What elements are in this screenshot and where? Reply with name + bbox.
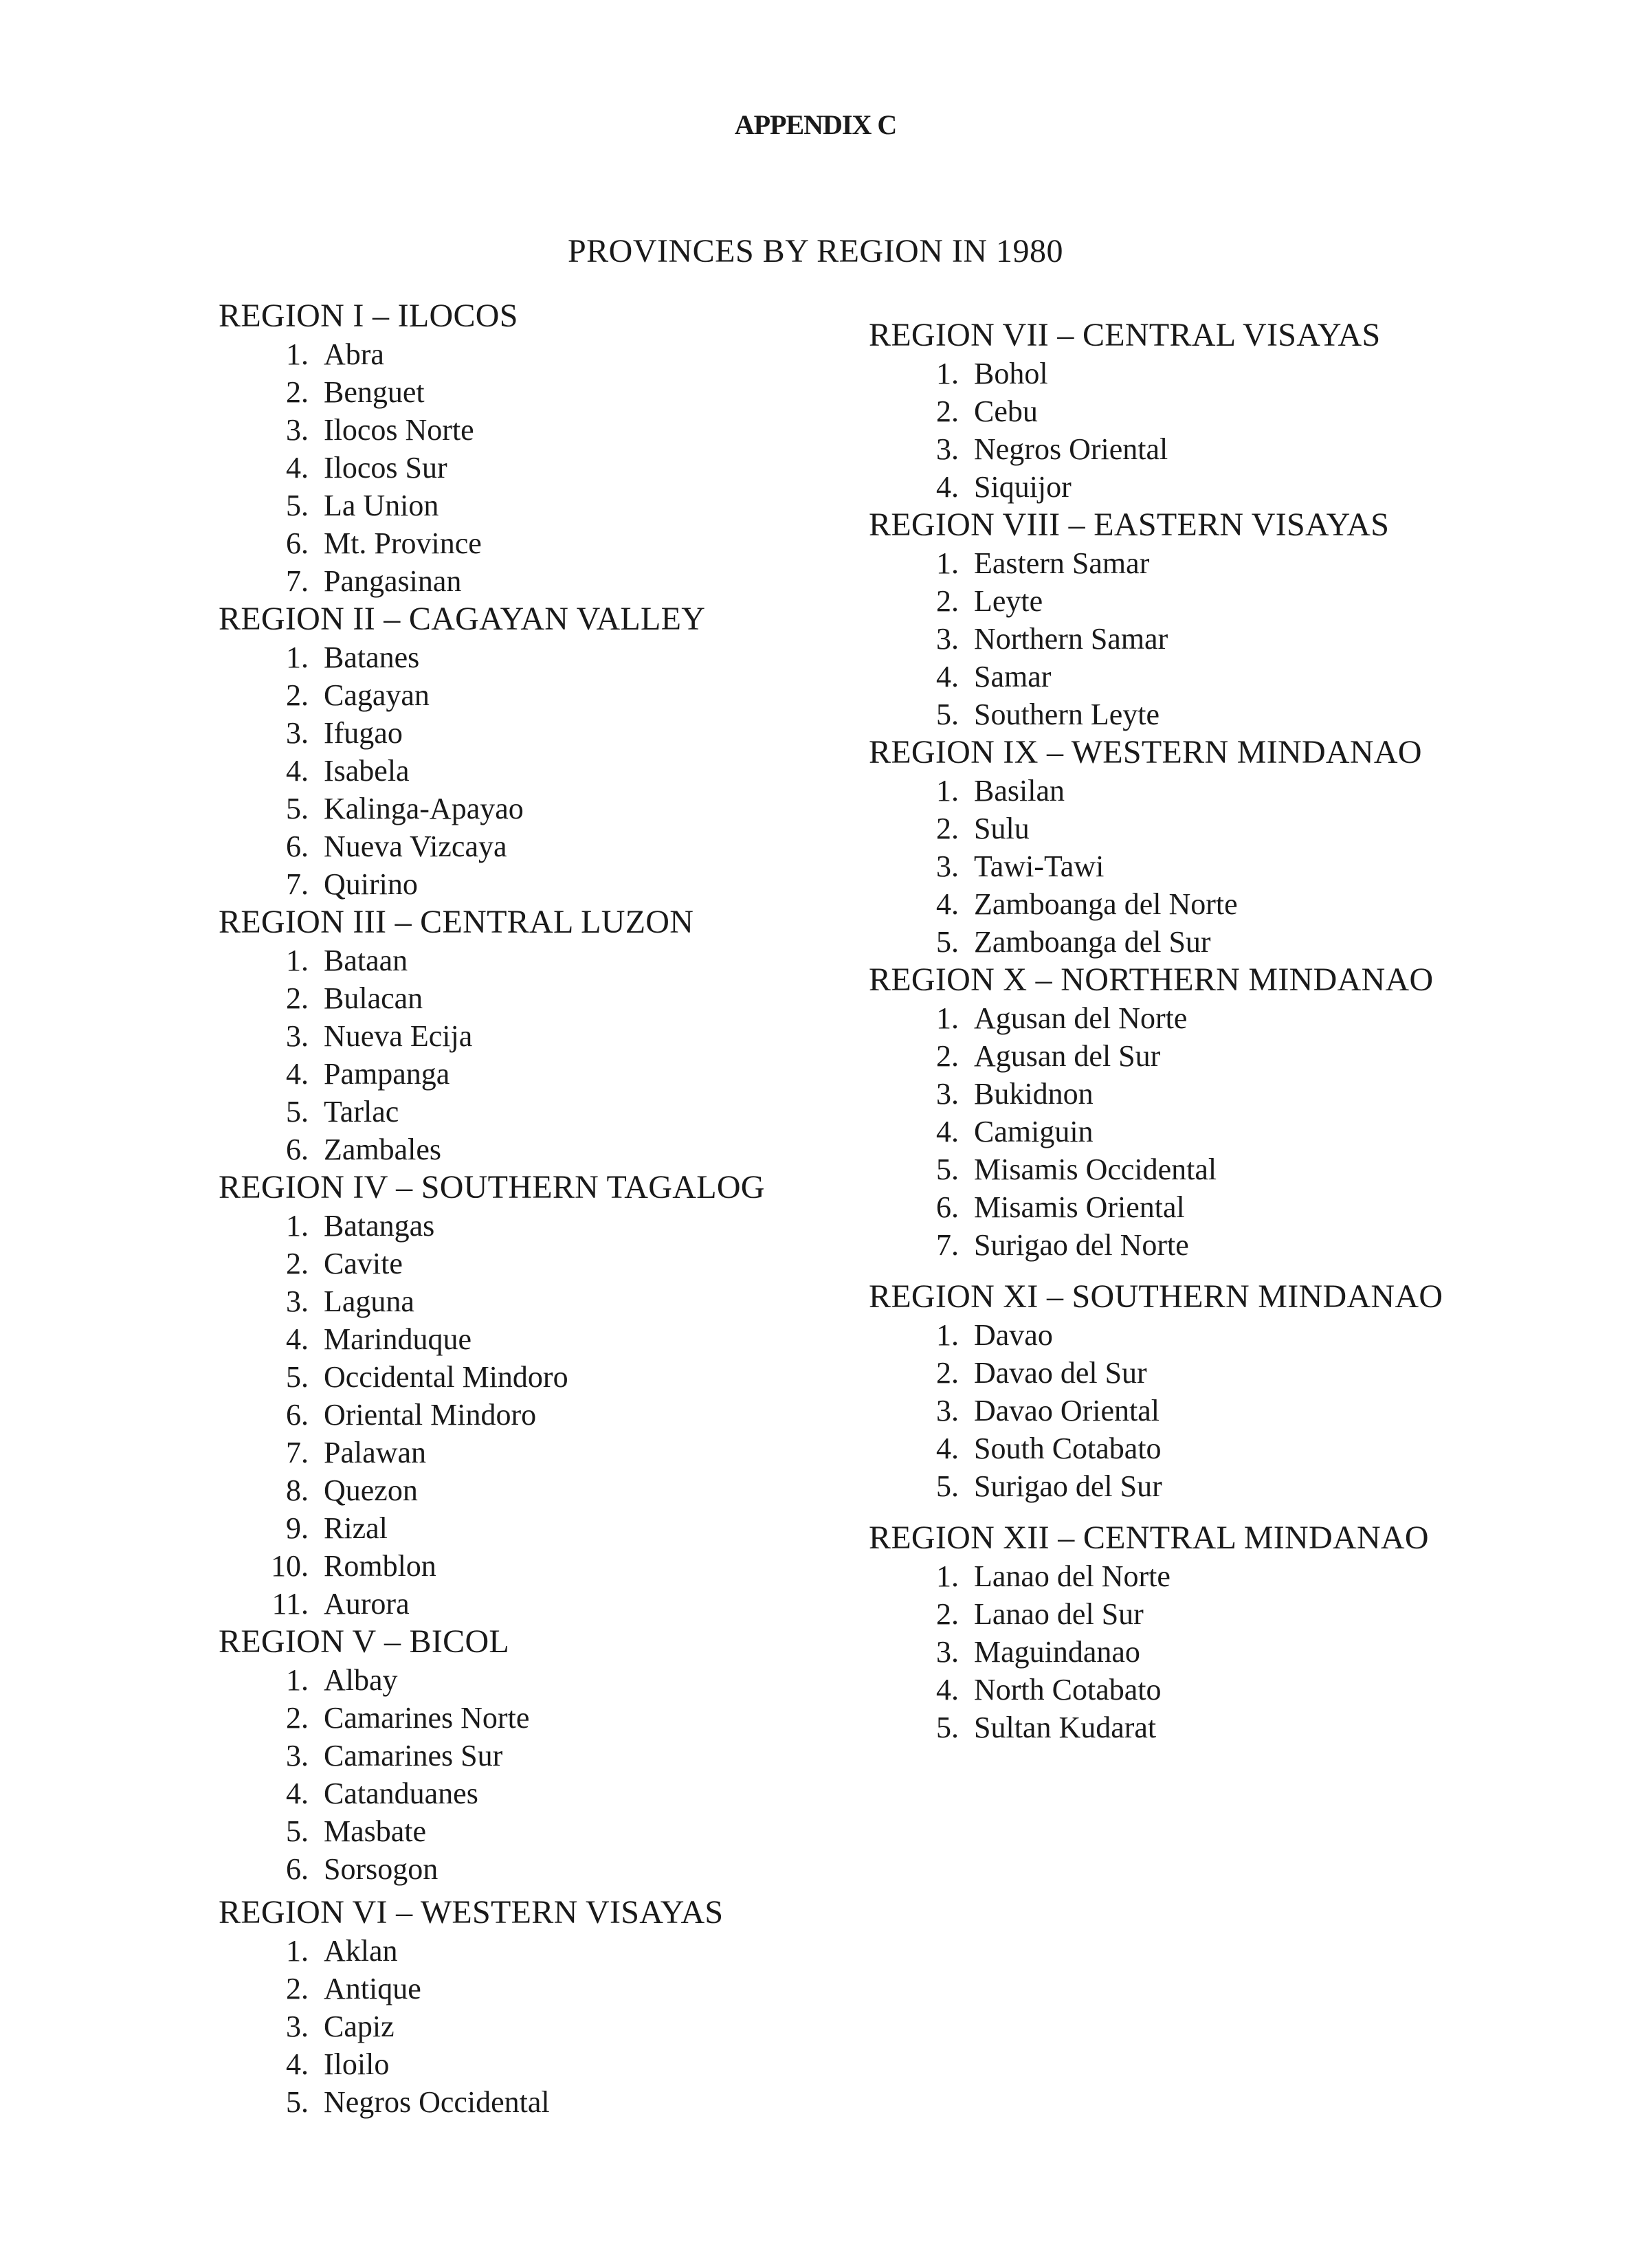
province-item — [219, 411, 837, 449]
province-number: 2. — [936, 1039, 959, 1073]
province-number: 2. — [936, 1597, 959, 1631]
province-item — [219, 2045, 837, 2083]
province-name: Aurora — [324, 1587, 410, 1621]
province-name: Eastern Samar — [974, 546, 1150, 580]
province-list — [869, 999, 1487, 1264]
province-item — [219, 1509, 837, 1547]
province-item — [869, 1633, 1487, 1671]
province-item — [869, 772, 1487, 810]
province-item — [869, 1226, 1487, 1264]
province-name: Bukidnon — [974, 1077, 1094, 1111]
province-number: 5. — [286, 489, 309, 522]
province-name: Romblon — [324, 1549, 436, 1583]
province-item — [869, 355, 1487, 392]
province-list — [219, 1207, 837, 1623]
province-number: 7. — [286, 867, 309, 901]
province-number: 4. — [936, 470, 959, 504]
region-block-xii — [869, 1519, 1487, 1746]
province-item — [869, 1557, 1487, 1595]
province-name: Antique — [324, 1972, 421, 2005]
province-number: 2. — [936, 1356, 959, 1390]
region-heading: REGION I – ILOCOS — [219, 298, 518, 334]
province-item — [869, 1113, 1487, 1150]
province-number: 5. — [936, 698, 959, 731]
province-name: Benguet — [324, 375, 425, 409]
region-heading: REGION XII – CENTRAL MINDANAO — [869, 1520, 1429, 1556]
province-list — [219, 638, 837, 903]
province-item — [869, 468, 1487, 506]
province-name: Tarlac — [324, 1095, 399, 1129]
province-number: 2. — [286, 1247, 309, 1280]
province-item — [219, 1245, 837, 1282]
province-number: 11. — [271, 1587, 309, 1621]
province-item — [869, 1037, 1487, 1075]
province-name: Davao Oriental — [974, 1394, 1160, 1427]
province-item — [219, 1661, 837, 1699]
province-name: Sultan Kudarat — [974, 1711, 1157, 1744]
province-name: Palawan — [324, 1436, 427, 1469]
province-name: Camiguin — [974, 1115, 1094, 1148]
province-name: Negros Occidental — [324, 2085, 550, 2119]
province-name: Mt. Province — [324, 526, 482, 560]
province-item — [219, 1396, 837, 1434]
province-item — [219, 524, 837, 562]
province-name: Ilocos Sur — [324, 451, 447, 485]
province-name: North Cotabato — [974, 1673, 1162, 1706]
province-name: Abra — [324, 337, 384, 371]
province-number: 1. — [286, 944, 309, 977]
province-number: 2. — [286, 678, 309, 712]
region-heading: REGION VII – CENTRAL VISAYAS — [869, 317, 1381, 353]
region-block-i — [219, 297, 837, 600]
province-item — [219, 1585, 837, 1623]
province-number: 5. — [286, 2085, 309, 2119]
province-item — [219, 1017, 837, 1055]
province-item — [219, 2083, 837, 2121]
province-number: 1. — [936, 546, 959, 580]
province-number: 3. — [286, 1739, 309, 1772]
province-name: Camarines Norte — [324, 1701, 530, 1735]
province-number: 4. — [286, 2047, 309, 2081]
province-list — [219, 1932, 837, 2121]
province-number: 1. — [936, 774, 959, 808]
province-number: 1. — [936, 1559, 959, 1593]
province-name: Marinduque — [324, 1322, 472, 1356]
province-name: South Cotabato — [974, 1432, 1162, 1465]
province-name: Siquijor — [974, 470, 1072, 504]
province-name: Basilan — [974, 774, 1065, 808]
province-number: 2. — [936, 584, 959, 618]
province-name: Tawi-Tawi — [974, 849, 1105, 883]
province-list — [869, 1316, 1487, 1505]
province-name: Nueva Vizcaya — [324, 830, 507, 863]
province-name: Occidental Mindoro — [324, 1360, 568, 1394]
region-block-ii — [219, 600, 837, 903]
province-number: 4. — [286, 451, 309, 485]
province-name: Quezon — [324, 1474, 418, 1507]
region-heading: REGION III – CENTRAL LUZON — [219, 904, 694, 940]
province-name: Northern Samar — [974, 622, 1168, 656]
province-item — [869, 1430, 1487, 1467]
province-list — [869, 772, 1487, 961]
province-number: 1. — [286, 641, 309, 674]
province-item — [869, 1188, 1487, 1226]
province-number: 2. — [286, 375, 309, 409]
left-column — [219, 297, 837, 2121]
province-item — [869, 1467, 1487, 1505]
province-item — [869, 810, 1487, 847]
province-item — [219, 1812, 837, 1850]
province-number: 5. — [286, 792, 309, 825]
province-name: Capiz — [324, 2010, 395, 2043]
province-item — [869, 430, 1487, 468]
province-item — [219, 449, 837, 487]
province-number: 7. — [286, 1436, 309, 1469]
region-heading: REGION VIII – EASTERN VISAYAS — [869, 507, 1390, 543]
province-number: 4. — [936, 1432, 959, 1465]
province-item — [219, 335, 837, 373]
province-number: 1. — [936, 1318, 959, 1352]
region-block-v — [219, 1623, 837, 1888]
province-item — [869, 1709, 1487, 1746]
province-name: Davao del Sur — [974, 1356, 1147, 1390]
province-item — [219, 1471, 837, 1509]
province-name: Cebu — [974, 394, 1038, 428]
province-list — [869, 544, 1487, 733]
province-item — [869, 696, 1487, 733]
province-name: Cagayan — [324, 678, 430, 712]
province-number: 2. — [936, 394, 959, 428]
province-name: Bataan — [324, 944, 408, 977]
province-number: 5. — [936, 925, 959, 959]
province-name: Aklan — [324, 1934, 398, 1968]
province-item — [869, 658, 1487, 696]
province-name: Nueva Ecija — [324, 1019, 473, 1053]
province-name: Pangasinan — [324, 564, 462, 598]
province-number: 4. — [936, 1673, 959, 1706]
province-number: 3. — [936, 1077, 959, 1111]
province-name: Catanduanes — [324, 1777, 478, 1810]
region-heading: REGION IV – SOUTHERN TAGALOG — [219, 1169, 765, 1205]
province-name: Zambales — [324, 1133, 442, 1166]
province-name: Zamboanga del Sur — [974, 925, 1211, 959]
province-number: 4. — [286, 1057, 309, 1091]
province-item — [219, 1282, 837, 1320]
province-name: Agusan del Norte — [974, 1001, 1188, 1035]
province-name: Misamis Occidental — [974, 1153, 1217, 1186]
province-number: 2. — [936, 812, 959, 845]
province-number: 1. — [286, 337, 309, 371]
province-number: 3. — [936, 1635, 959, 1669]
region-block-vii — [869, 316, 1487, 506]
province-item — [869, 1316, 1487, 1354]
province-item — [219, 676, 837, 714]
province-item — [219, 1093, 837, 1131]
province-item — [219, 2008, 837, 2045]
province-number: 2. — [286, 1972, 309, 2005]
province-item — [219, 1320, 837, 1358]
province-name: Negros Oriental — [974, 432, 1168, 466]
province-number: 5. — [936, 1153, 959, 1186]
province-list — [869, 355, 1487, 506]
province-number: 7. — [286, 564, 309, 598]
province-number: 4. — [936, 660, 959, 693]
province-item — [869, 1392, 1487, 1430]
province-number: 3. — [286, 413, 309, 447]
province-number: 10. — [271, 1549, 309, 1583]
province-list — [219, 942, 837, 1168]
province-item — [219, 1358, 837, 1396]
province-item — [869, 847, 1487, 885]
province-number: 4. — [286, 754, 309, 788]
province-name: Bulacan — [324, 981, 423, 1015]
region-heading: REGION IX – WESTERN MINDANAO — [869, 734, 1422, 770]
region-heading: REGION V – BICOL — [219, 1623, 510, 1660]
province-number: 6. — [936, 1190, 959, 1224]
province-name: Surigao del Sur — [974, 1469, 1162, 1503]
province-item — [869, 1075, 1487, 1113]
province-item — [219, 562, 837, 600]
province-name: Laguna — [324, 1285, 414, 1318]
province-number: 3. — [286, 716, 309, 750]
province-name: Maguindanao — [974, 1635, 1140, 1669]
province-name: Batangas — [324, 1209, 435, 1243]
province-name: Ilocos Norte — [324, 413, 474, 447]
province-item — [869, 392, 1487, 430]
province-name: Kalinga-Apayao — [324, 792, 524, 825]
province-item — [219, 638, 837, 676]
province-name: Lanao del Norte — [974, 1559, 1170, 1593]
region-heading: REGION X – NORTHERN MINDANAO — [869, 961, 1434, 998]
province-item — [219, 1775, 837, 1812]
province-item — [869, 1150, 1487, 1188]
province-number: 3. — [936, 622, 959, 656]
province-item — [219, 1434, 837, 1471]
province-name: Bohol — [974, 357, 1048, 390]
province-item — [869, 620, 1487, 658]
province-number: 1. — [936, 357, 959, 390]
province-number: 5. — [936, 1711, 959, 1744]
province-number: 5. — [286, 1814, 309, 1848]
province-name: La Union — [324, 489, 439, 522]
province-number: 6. — [286, 830, 309, 863]
page-title: PROVINCES BY REGION IN 1980 — [567, 233, 1064, 269]
province-name: Leyte — [974, 584, 1043, 618]
province-name: Agusan del Sur — [974, 1039, 1161, 1073]
province-number: 2. — [286, 981, 309, 1015]
province-item — [869, 582, 1487, 620]
province-item — [219, 1737, 837, 1775]
province-item — [869, 1595, 1487, 1633]
region-block-x — [869, 961, 1487, 1264]
province-number: 6. — [286, 1133, 309, 1166]
province-item — [219, 865, 837, 903]
province-number: 1. — [286, 1209, 309, 1243]
province-name: Isabela — [324, 754, 410, 788]
province-number: 3. — [936, 849, 959, 883]
province-item — [219, 827, 837, 865]
province-name: Batanes — [324, 641, 420, 674]
province-name: Ifugao — [324, 716, 403, 750]
province-name: Cavite — [324, 1247, 403, 1280]
province-item — [219, 1932, 837, 1970]
province-item — [869, 1354, 1487, 1392]
region-block-xi — [869, 1278, 1487, 1505]
province-item — [869, 999, 1487, 1037]
province-name: Sorsogon — [324, 1852, 439, 1886]
province-name: Iloilo — [324, 2047, 390, 2081]
province-item — [869, 1671, 1487, 1709]
province-number: 6. — [286, 1852, 309, 1886]
province-name: Albay — [324, 1663, 398, 1697]
province-name: Pampanga — [324, 1057, 450, 1091]
province-item — [219, 1055, 837, 1093]
province-item — [219, 752, 837, 790]
province-name: Rizal — [324, 1511, 388, 1545]
province-item — [219, 1547, 837, 1585]
province-item — [219, 487, 837, 524]
province-name: Quirino — [324, 867, 418, 901]
province-number: 2. — [286, 1701, 309, 1735]
province-number: 3. — [936, 1394, 959, 1427]
province-number: 7. — [936, 1228, 959, 1262]
province-item — [219, 1970, 837, 2008]
province-item — [219, 1131, 837, 1168]
province-number: 8. — [286, 1474, 309, 1507]
province-number: 3. — [936, 432, 959, 466]
province-number: 5. — [286, 1095, 309, 1129]
province-item — [219, 1850, 837, 1888]
region-block-ix — [869, 733, 1487, 961]
province-name: Sulu — [974, 812, 1030, 845]
province-name: Misamis Oriental — [974, 1190, 1185, 1224]
province-number: 1. — [936, 1001, 959, 1035]
province-number: 5. — [936, 1469, 959, 1503]
province-number: 6. — [286, 1398, 309, 1432]
region-heading: REGION XI – SOUTHERN MINDANAO — [869, 1278, 1443, 1315]
province-number: 3. — [286, 2010, 309, 2043]
province-number: 4. — [936, 1115, 959, 1148]
region-block-viii — [869, 506, 1487, 733]
province-item — [869, 544, 1487, 582]
province-name: Zamboanga del Norte — [974, 887, 1238, 921]
appendix-label: APPENDIX C — [734, 109, 897, 140]
province-name: Lanao del Sur — [974, 1597, 1144, 1631]
region-heading: REGION VI – WESTERN VISAYAS — [219, 1894, 724, 1931]
province-item — [219, 714, 837, 752]
province-name: Surigao del Norte — [974, 1228, 1189, 1262]
province-item — [219, 979, 837, 1017]
right-column — [869, 316, 1487, 1746]
province-name: Oriental Mindoro — [324, 1398, 537, 1432]
province-item — [219, 790, 837, 827]
province-name: Southern Leyte — [974, 698, 1160, 731]
province-name: Samar — [974, 660, 1052, 693]
province-item — [869, 885, 1487, 923]
province-item — [219, 373, 837, 411]
province-list — [219, 1661, 837, 1888]
province-number: 3. — [286, 1019, 309, 1053]
province-number: 4. — [286, 1322, 309, 1356]
province-list — [219, 335, 837, 600]
province-number: 4. — [936, 887, 959, 921]
province-number: 4. — [286, 1777, 309, 1810]
province-number: 1. — [286, 1663, 309, 1697]
province-name: Camarines Sur — [324, 1739, 503, 1772]
province-number: 1. — [286, 1934, 309, 1968]
province-number: 5. — [286, 1360, 309, 1394]
province-list — [869, 1557, 1487, 1746]
province-name: Masbate — [324, 1814, 427, 1848]
province-item — [219, 1207, 837, 1245]
province-item — [869, 923, 1487, 961]
province-number: 9. — [286, 1511, 309, 1545]
province-number: 3. — [286, 1285, 309, 1318]
region-heading: REGION II – CAGAYAN VALLEY — [219, 601, 706, 637]
province-item — [219, 1699, 837, 1737]
region-block-iv — [219, 1168, 837, 1623]
province-item — [219, 942, 837, 979]
province-number: 6. — [286, 526, 309, 560]
region-block-iii — [219, 903, 837, 1168]
region-block-vi — [219, 1893, 837, 2121]
province-name: Davao — [974, 1318, 1053, 1352]
